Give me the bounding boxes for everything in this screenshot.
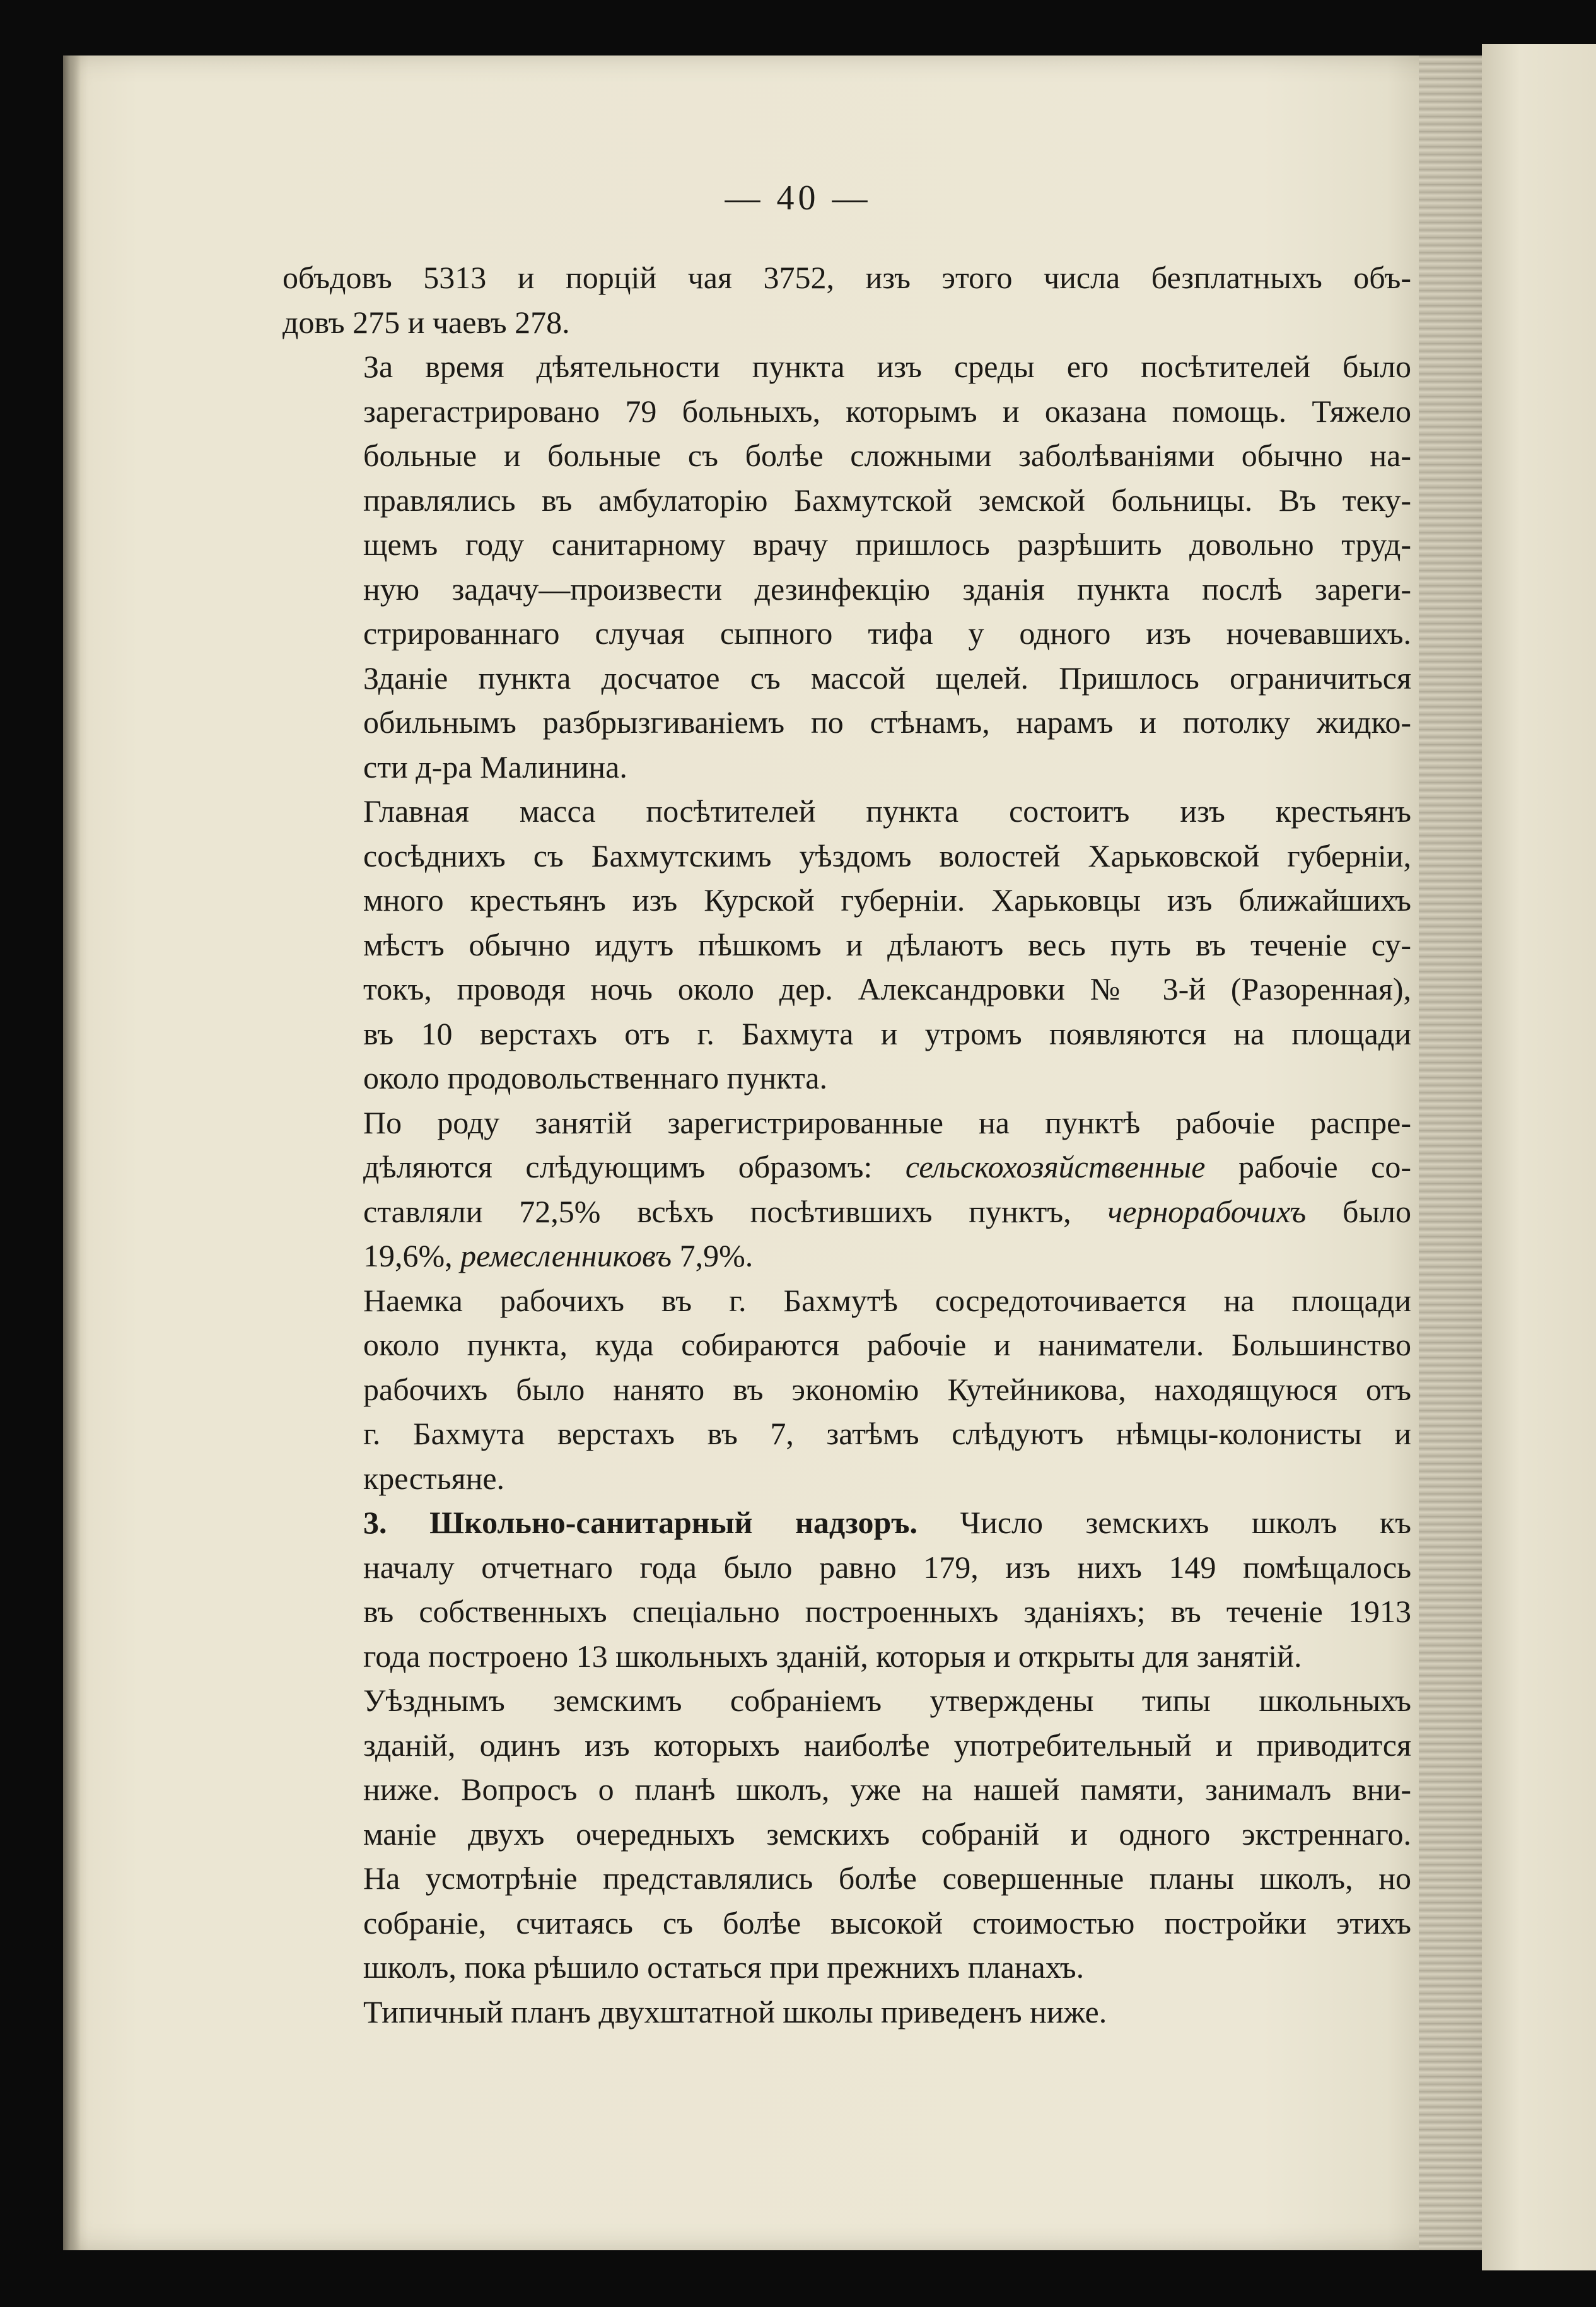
text-line: По роду занятій зарегистрированные на пунктѣ рабочіе распре- bbox=[363, 1104, 1411, 1140]
text-line bbox=[283, 1500, 1411, 1545]
text-line: собраніе, считаясь съ болѣе высокой стоимостью постройки этихъ bbox=[363, 1905, 1411, 1941]
paragraph-school-supervision bbox=[283, 1500, 1411, 1678]
text-line: около продовольственнаго пункта. bbox=[363, 1060, 827, 1095]
text-run: дѣляются слѣдующимъ образомъ: bbox=[363, 1149, 873, 1184]
paragraph-typical-plan bbox=[283, 1990, 1411, 2035]
italic-term: сельскохозяйственные bbox=[905, 1149, 1206, 1184]
text-run: 19,6%, bbox=[363, 1238, 453, 1273]
italic-term: чернорабочихъ bbox=[1107, 1193, 1307, 1229]
text-line: зарегастрировано 79 больныхъ, которымъ и оказана помощь. Тяжело bbox=[363, 393, 1411, 429]
text-line: около пункта, куда собираются рабочіе и наниматели. Большинство bbox=[363, 1327, 1411, 1362]
text-line: крестьяне. bbox=[363, 1460, 505, 1496]
text-run: рабочіе со- bbox=[1238, 1149, 1411, 1184]
text-run: Число земскихъ школъ къ bbox=[960, 1505, 1412, 1540]
text-line: На усмотрѣніе представлялись болѣе совершенные планы школъ, но bbox=[363, 1860, 1411, 1896]
paragraph-school-types bbox=[283, 1678, 1411, 1990]
text-line: ниже. Вопросъ о планѣ школъ, уже на нашей памяти, занималъ вни- bbox=[363, 1772, 1411, 1807]
text-run: было bbox=[1343, 1193, 1411, 1229]
text-line: началу отчетнаго года было равно 179, изъ нихъ 149 помѣщалось bbox=[363, 1549, 1411, 1585]
text-line: Типичный планъ двухштатной школы приведенъ ниже. bbox=[363, 1994, 1107, 2030]
paragraph-patients bbox=[283, 344, 1411, 789]
italic-term: ремесленниковъ bbox=[460, 1238, 672, 1273]
text-line: мѣстъ обычно идутъ пѣшкомъ и дѣлаютъ весь путь въ теченіе су- bbox=[363, 926, 1411, 962]
text-line: больные и больные съ болѣе сложными заболѣваніями обычно на- bbox=[363, 438, 1411, 473]
text-line: школъ, пока рѣшило остаться при прежнихъ планахъ. bbox=[363, 1949, 1085, 1985]
text-line: зданій, одинъ изъ которыхъ наиболѣе употребительный и приводится bbox=[363, 1727, 1411, 1763]
text-line: маніе двухъ очередныхъ земскихъ собраній и одного экстреннаго. bbox=[363, 1816, 1411, 1852]
text-line: Наемка рабочихъ въ г. Бахмутѣ сосредоточивается на площади bbox=[363, 1282, 1411, 1318]
text-line: объдовъ 5313 и порцій чая 3752, изъ этого числа безплатныхъ объ- bbox=[283, 260, 1411, 295]
text-line: рабочихъ было нанято въ экономію Кутейникова, находящуюся отъ bbox=[363, 1371, 1411, 1407]
paragraph-visitors bbox=[283, 789, 1411, 1101]
text-line: г. Бахмута верстахъ въ 7, затѣмъ слѣдуютъ нѣмцы-колонисты и bbox=[363, 1416, 1411, 1451]
text-line bbox=[283, 1234, 1411, 1278]
text-line: довъ 275 и чаевъ 278. bbox=[283, 304, 570, 340]
paragraph-occupations bbox=[283, 1101, 1411, 1278]
paragraph-hiring bbox=[283, 1278, 1411, 1501]
text-line: Уѣзднымъ земскимъ собраніемъ утверждены типы школьныхъ bbox=[363, 1683, 1411, 1718]
text-line: ную задачу—произвести дезинфекцію зданія пункта послѣ зареги- bbox=[363, 571, 1411, 607]
section-heading: 3. Школьно-санитарный надзоръ. bbox=[363, 1505, 918, 1540]
text-line: обильнымъ разбрызгиваніемъ по стѣнамъ, нарамъ и потолку жидко- bbox=[363, 704, 1411, 740]
text-line: Зданіе пункта досчатое съ массой щелей. Пришлось ограничиться bbox=[363, 660, 1411, 696]
text-line: Главная масса посѣтителей пункта состоитъ изъ крестьянъ bbox=[363, 793, 1411, 829]
text-run: 7,9%. bbox=[679, 1238, 754, 1273]
text-line: токъ, проводя ночь около дер. Александровки № 3-й (Разоренная), bbox=[363, 971, 1411, 1007]
page-number: — 40 — bbox=[725, 178, 871, 218]
text-line: въ собственныхъ спеціально построенныхъ зданіяхъ; въ теченіе 1913 bbox=[363, 1594, 1411, 1629]
text-line: много крестьянъ изъ Курской губерніи. Харьковцы изъ ближайшихъ bbox=[363, 882, 1411, 918]
text-line: сосѣднихъ съ Бахмутскимъ уѣздомъ волостей Харьковской губерніи, bbox=[363, 838, 1411, 873]
text-line: года построено 13 школьныхъ зданій, которыя и открыты для занятій. bbox=[363, 1638, 1302, 1674]
spine-shadow bbox=[63, 55, 81, 2250]
text-run: ставляли 72,5% всѣхъ посѣтившихъ пунктъ, bbox=[363, 1193, 1071, 1229]
paragraph-continuation bbox=[283, 255, 1411, 344]
text-line: щемъ году санитарному врачу пришлось разрѣшить довольно труд- bbox=[363, 527, 1411, 562]
text-line: стрированнаго случая сыпного тифа у одного изъ ночевавшихъ. bbox=[363, 616, 1411, 651]
text-line bbox=[283, 1189, 1411, 1234]
next-page-edge bbox=[1482, 44, 1596, 2270]
text-line: сти д-ра Малинина. bbox=[363, 749, 627, 785]
page-stack-edge bbox=[1419, 55, 1482, 2250]
text-line: правлялись въ амбулаторію Бахмутской земской больницы. Въ теку- bbox=[363, 482, 1411, 518]
text-line: въ 10 верстахъ отъ г. Бахмута и утромъ появляются на площади bbox=[363, 1015, 1411, 1051]
text-line bbox=[283, 1145, 1411, 1189]
text-line: За время дѣятельности пункта изъ среды его посѣтителей было bbox=[363, 349, 1411, 384]
body-text bbox=[283, 255, 1411, 2034]
